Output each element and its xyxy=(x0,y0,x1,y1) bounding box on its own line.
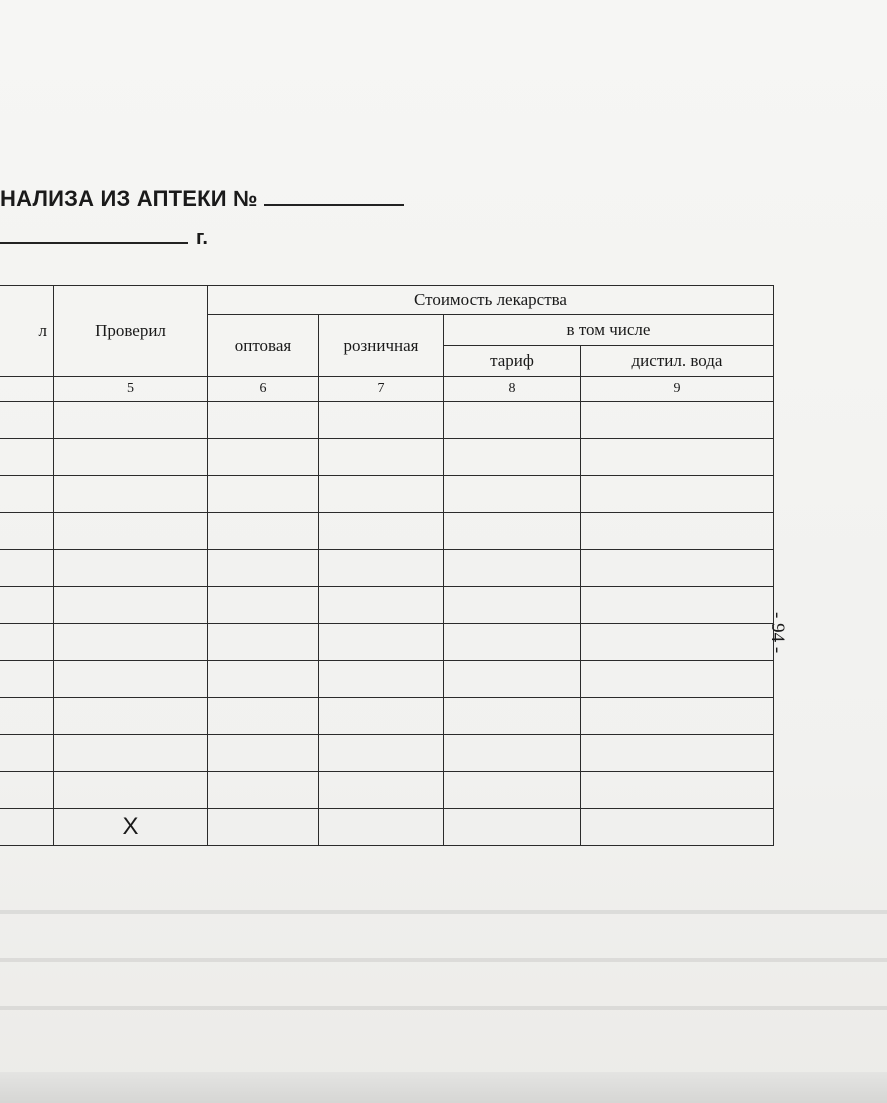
table-cell[interactable] xyxy=(0,735,54,772)
table-cell[interactable] xyxy=(581,809,774,846)
table-row xyxy=(0,476,774,513)
table-row xyxy=(0,587,774,624)
table-cell[interactable] xyxy=(444,513,581,550)
table-cell[interactable] xyxy=(581,476,774,513)
table-cell[interactable] xyxy=(0,624,54,661)
form-title xyxy=(0,186,404,212)
table-cell[interactable] xyxy=(319,402,444,439)
wholesale-header: оптовая xyxy=(208,315,319,377)
table-cell[interactable] xyxy=(208,772,319,809)
form-date-line xyxy=(0,226,208,250)
cost-group-header: Стоимость лекарства xyxy=(208,286,774,315)
bleed-through-text xyxy=(0,880,887,1040)
tariff-header: тариф xyxy=(444,346,581,377)
table-cell[interactable] xyxy=(208,476,319,513)
table-cell[interactable] xyxy=(319,550,444,587)
table-cell[interactable] xyxy=(581,624,774,661)
table-cell[interactable] xyxy=(54,439,208,476)
table-cell[interactable] xyxy=(581,402,774,439)
column-number-cell: 6 xyxy=(208,377,319,402)
column-number-cell xyxy=(0,377,54,402)
table-row xyxy=(0,661,774,698)
table-cell[interactable] xyxy=(0,698,54,735)
table-cell[interactable] xyxy=(581,735,774,772)
table-cell[interactable] xyxy=(581,439,774,476)
table-row xyxy=(0,402,774,439)
table-cell[interactable] xyxy=(319,513,444,550)
including-group-header: в том числе xyxy=(444,315,774,346)
table-cell[interactable] xyxy=(319,698,444,735)
table-cell[interactable] xyxy=(54,587,208,624)
form-title-text: НАЛИЗА ИЗ АПТЕКИ № xyxy=(0,186,258,211)
table-cell[interactable] xyxy=(208,550,319,587)
table-cell[interactable] xyxy=(54,402,208,439)
table-cell[interactable] xyxy=(54,698,208,735)
table-cell[interactable] xyxy=(581,513,774,550)
distilled-water-header: дистил. вода xyxy=(581,346,774,377)
table-cell[interactable] xyxy=(319,735,444,772)
table-cell[interactable] xyxy=(444,624,581,661)
table-cell[interactable] xyxy=(208,698,319,735)
table-cell[interactable] xyxy=(581,661,774,698)
scan-edge-shadow xyxy=(0,1072,887,1103)
column-number-cell: 9 xyxy=(581,377,774,402)
table-cell[interactable] xyxy=(54,772,208,809)
checked-by-header: Проверил xyxy=(54,286,208,377)
table-cell[interactable] xyxy=(54,624,208,661)
table-cell[interactable] xyxy=(444,661,581,698)
table-row xyxy=(0,624,774,661)
table-cell[interactable] xyxy=(54,550,208,587)
total-row-mark: Х xyxy=(54,809,208,846)
pharmacy-number-blank xyxy=(264,186,404,206)
retail-header: розничная xyxy=(319,315,444,377)
table-cell[interactable] xyxy=(54,661,208,698)
table-cell[interactable] xyxy=(54,513,208,550)
table-cell[interactable] xyxy=(319,439,444,476)
table-cell[interactable] xyxy=(444,402,581,439)
table-cell[interactable] xyxy=(581,698,774,735)
table-cell[interactable] xyxy=(319,809,444,846)
table-cell[interactable] xyxy=(208,439,319,476)
table-cell[interactable] xyxy=(0,439,54,476)
table-cell[interactable] xyxy=(319,476,444,513)
table-cell[interactable] xyxy=(319,772,444,809)
table-cell[interactable] xyxy=(208,735,319,772)
column-number-cell: 5 xyxy=(54,377,208,402)
table-cell[interactable] xyxy=(581,550,774,587)
date-blank xyxy=(0,226,188,244)
table-cell[interactable] xyxy=(444,587,581,624)
table-row xyxy=(0,698,774,735)
table-row xyxy=(0,439,774,476)
table-cell[interactable] xyxy=(54,735,208,772)
table-cell[interactable] xyxy=(208,624,319,661)
table-cell[interactable] xyxy=(208,513,319,550)
table-cell[interactable] xyxy=(319,624,444,661)
table-cell[interactable] xyxy=(444,735,581,772)
table-cell[interactable] xyxy=(208,809,319,846)
analysis-table xyxy=(0,285,774,846)
table-cell[interactable] xyxy=(0,513,54,550)
partial-column-header: л xyxy=(0,286,54,377)
table-cell[interactable] xyxy=(581,587,774,624)
table-cell[interactable] xyxy=(581,772,774,809)
column-number-row xyxy=(0,377,774,402)
table-row xyxy=(0,513,774,550)
page-number: - 94 - xyxy=(767,612,788,654)
table-cell[interactable] xyxy=(54,476,208,513)
table-cell[interactable] xyxy=(208,587,319,624)
table-cell[interactable] xyxy=(444,550,581,587)
table-cell[interactable] xyxy=(0,402,54,439)
table-cell[interactable] xyxy=(0,661,54,698)
table-row xyxy=(0,772,774,809)
table-cell[interactable] xyxy=(319,661,444,698)
table-cell[interactable] xyxy=(0,772,54,809)
table-row xyxy=(0,735,774,772)
table-cell[interactable] xyxy=(319,587,444,624)
table-cell[interactable] xyxy=(208,402,319,439)
table-cell[interactable] xyxy=(0,550,54,587)
table-cell[interactable] xyxy=(444,439,581,476)
table-cell[interactable] xyxy=(444,809,581,846)
table-cell[interactable] xyxy=(0,809,54,846)
table-cell[interactable] xyxy=(444,698,581,735)
table-cell[interactable] xyxy=(444,772,581,809)
table-row xyxy=(0,809,774,846)
column-number-cell: 7 xyxy=(319,377,444,402)
table-cell[interactable] xyxy=(0,587,54,624)
column-number-cell: 8 xyxy=(444,377,581,402)
table-cell[interactable] xyxy=(0,476,54,513)
year-suffix: г. xyxy=(196,227,208,249)
table-cell[interactable] xyxy=(444,476,581,513)
table-row xyxy=(0,550,774,587)
table-cell[interactable] xyxy=(208,661,319,698)
